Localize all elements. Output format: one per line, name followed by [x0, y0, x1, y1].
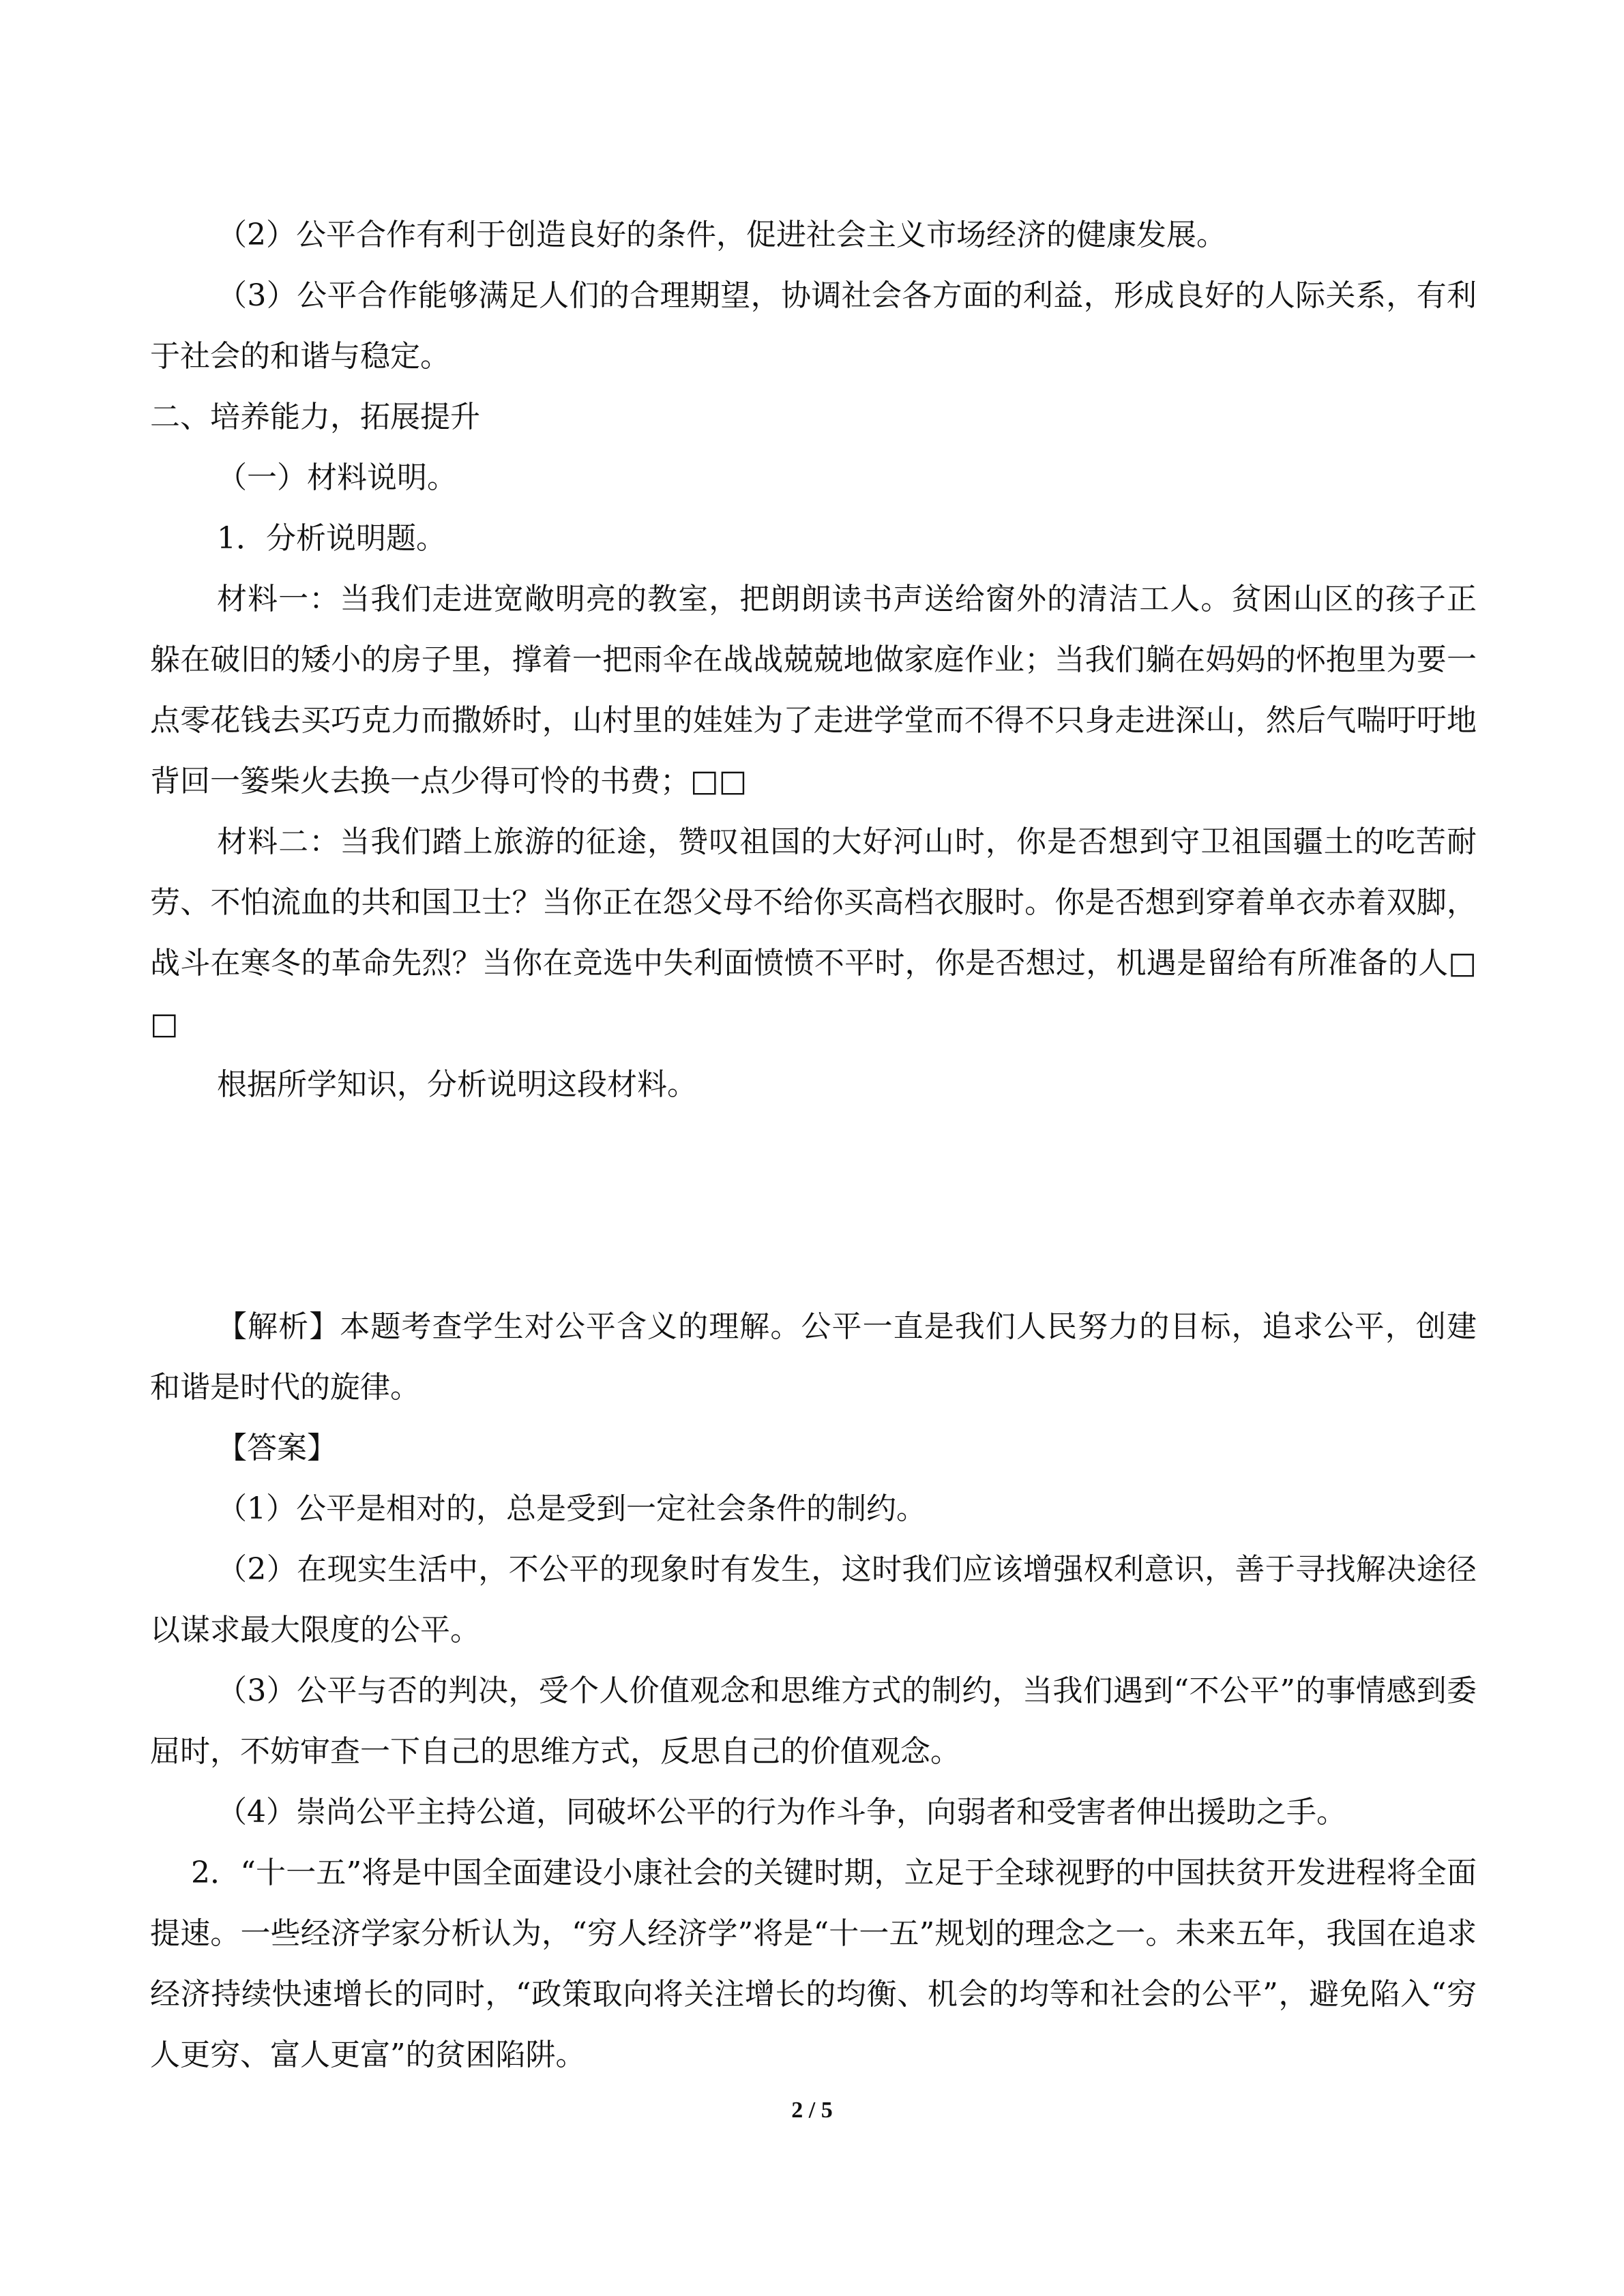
answer-point-2: （2）在现实生活中，不公平的现象时有发生，这时我们应该增强权利意识，善于寻找解决途径以谋求最大限度的公平。	[150, 1552, 1477, 1648]
answer-heading: 【答案】	[217, 1431, 337, 1465]
answer-point-3: （3）公平与否的判决，受个人价值观念和思维方式的制约，当我们遇到“不公平”的事情感到委屈时，不妨审查一下自己的思维方式，反思自己的价值观念。	[150, 1673, 1477, 1769]
page-number: 2 / 5	[791, 2098, 833, 2123]
material-two: 材料二：当我们踏上旅游的征途，赞叹祖国的大好河山时，你是否想到守卫祖国疆土的吃苦耐劳、不怕流血的共和国卫士？当你正在怨父母不给你买高档衣服时。你是否想到穿着单衣赤着双脚，战斗在寒冬的革命先烈？当你在竞选中失利面愤愤不平时，你是否想过，机遇是留给有所准备的人□□	[150, 824, 1477, 1041]
answer-point-1: （1）公平是相对的，总是受到一定社会条件的制约。	[217, 1491, 926, 1526]
answer-space	[150, 1115, 1477, 1296]
document-body	[150, 205, 1477, 2085]
paragraph-top-2: （3）公平合作能够满足人们的合理期望，协调社会各方面的利益，形成良好的人际关系，有利于社会的和谐与稳定。	[150, 278, 1477, 374]
paragraph-top-1: （2）公平合作有利于创造良好的条件，促进社会主义市场经济的健康发展。	[217, 218, 1226, 252]
section-heading: 二、培养能力，拓展提升	[150, 400, 480, 434]
question-heading: 1．分析说明题。	[217, 521, 446, 556]
analysis-paragraph: 【解析】本题考查学生对公平含义的理解。公平一直是我们人民努力的目标，追求公平，创建和谐是时代的旋律。	[150, 1309, 1477, 1405]
material-one: 材料一：当我们走进宽敞明亮的教室，把朗朗读书声送给窗外的清洁工人。贫困山区的孩子正躲在破旧的矮小的房子里，撑着一把雨伞在战战兢兢地做家庭作业；当我们躺在妈妈的怀抱里为要一点零花钱去买巧克力而撒娇时，山村里的娃娃为了走进学堂而不得不只身走进深山，然后气喘吁吁地背回一篓柴火去换一点少得可怜的书费；□□	[150, 582, 1477, 799]
question-prompt: 根据所学知识，分析说明这段材料。	[217, 1067, 697, 1102]
question-2-paragraph: 2．“十一五”将是中国全面建设小康社会的关键时期，立足于全球视野的中国扶贫开发进程将全面提速。一些经济学家分析认为，“穷人经济学”将是“十一五”规划的理念之一。未来五年，我国在追求经济持续快速增长的同时，“政策取向将关注增长的均衡、机会的均等和社会的公平”，避免陷入“穷人更穷、富人更富”的贫困陷阱。	[150, 1855, 1477, 2072]
subsection-heading: （一）材料说明。	[217, 460, 457, 495]
answer-point-4: （4）崇尚公平主持公道，同破坏公平的行为作斗争，向弱者和受害者伸出援助之手。	[217, 1795, 1346, 1830]
